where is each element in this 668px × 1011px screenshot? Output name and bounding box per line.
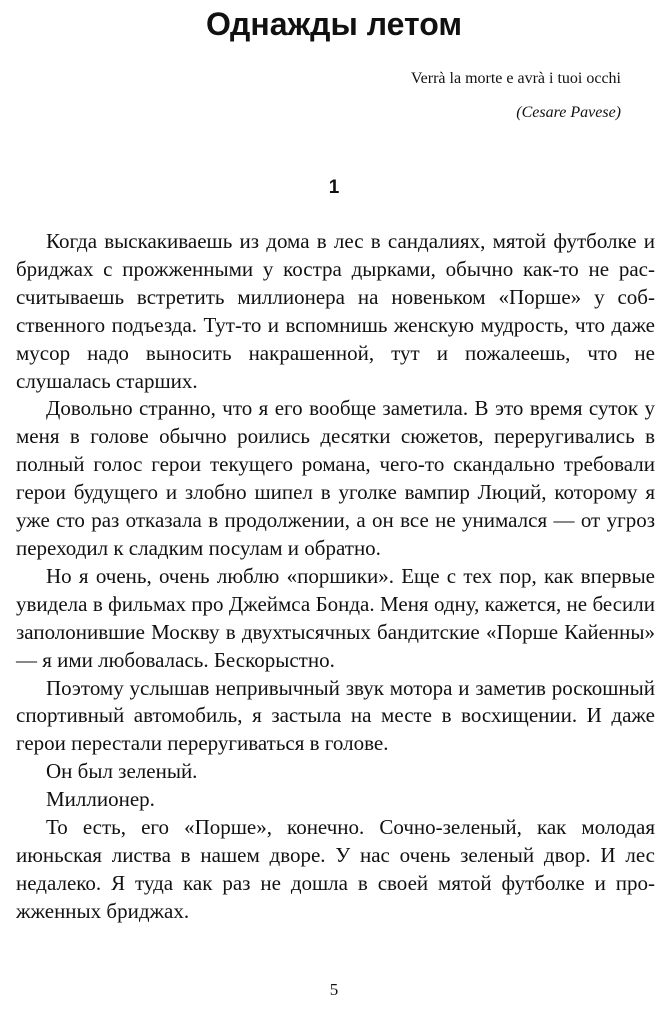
epigraph [411,62,621,130]
paragraph: Миллионер. [46,787,155,812]
paragraph: Поэтому услышав непривычный звук мотора и заметив роскошный спортивный автомобиль, я застыла на месте в восхищении. И даже герои перестали переругиваться в голове. [16,675,655,756]
paragraph: Он был зеленый. [46,759,198,784]
epigraph-quote: Verrà la morte e avrà i tuoi occhi [410,70,621,87]
page-number: 5 [329,980,339,999]
epigraph-author: (Cesare Pavese) [516,104,621,121]
chapter-title: Однажды летом [205,6,463,42]
paragraph: То есть, его «Порше», конечно. Сочно-зеленый, как молодая июньская листва в нашем дворе. У нас очень зеленый двор. И лес недалеко. Я туда как раз не дошла в своей мятой футболке и прожженных бриджах. [16,815,655,923]
paragraph: Но я очень, очень люблю «поршики». Еще с тех пор, как впервые увидела в фильмах про Джеймса Бонда. Меня одну, кажется, не бесили заполонившие Москву в двухтысячных бандитские «Порше Кайенны» — я ими любовалась. Бескорыстно. [16,563,655,672]
section-number: 1 [328,177,340,198]
body-text [16,228,655,926]
paragraph: Довольно странно, что я его вообще заметила. В это время суток у меня в голове обычно роились десятки сюжетов, переругивались в полный голос герои текущего романа, чего-то скандально требовали герои будущего и злобно шипел в уголке вампир Люций, которому я уже сто раз отказала в продолжении, а он все не унимался — от угроз переходил к сладким посулам и обратно. [16,396,655,560]
paragraph: Когда выскакиваешь из дома в лес в сандалиях, мятой футболке и бриджах с прожженными у костра дырками, обычно как-то не рассчитываешь встретить миллионера на новеньком «Порше» у собственного подъезда. Тут-то и вспомнишь женскую мудрость, что даже мусор надо выносить накрашенной, тут и пожалеешь, что не слушалась старших. [16,229,655,393]
